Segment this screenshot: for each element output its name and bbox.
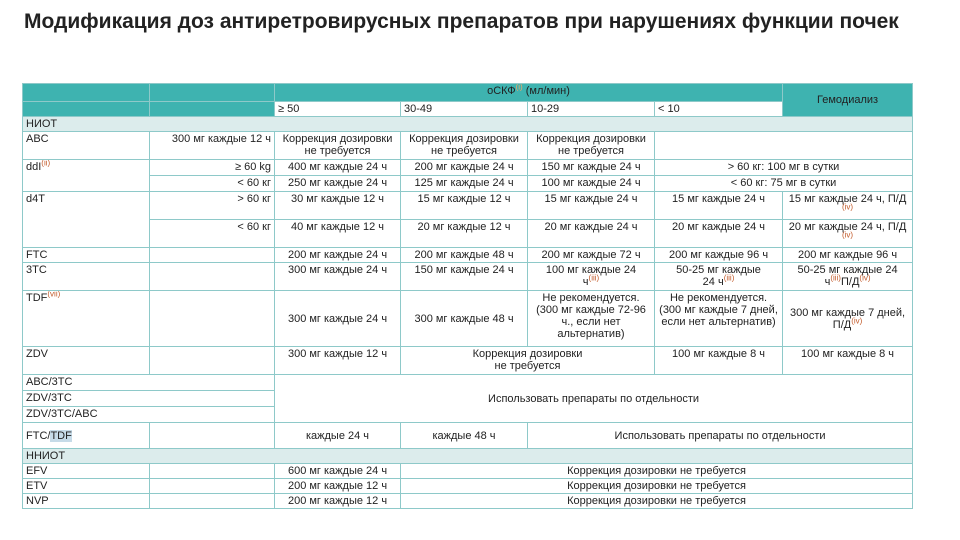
nvp-ge50: 200 мг каждые 12 ч <box>275 494 401 509</box>
d4t-a-hd-ref: (iv) <box>841 202 854 212</box>
tdf-hd-text: 300 мг каждые 7 дней, П/Д <box>790 306 906 331</box>
3tc-hd-ref1: (iii) <box>830 273 841 283</box>
egfr-ref: (i) <box>515 83 523 92</box>
ddi-b-condition: < 60 кг <box>150 176 275 192</box>
abc-10-29: Коррекция дозировки не требуется <box>528 132 655 160</box>
drug-zdv: ZDV <box>23 347 150 375</box>
efv-condition <box>150 464 275 479</box>
drug-ftc-tdf-a: FTC/ <box>26 429 51 442</box>
tdf-ge50: 300 мг каждые 24 ч <box>275 291 401 347</box>
nvp-condition <box>150 494 275 509</box>
3tc-lt10-text: 50-25 мг каждые <box>676 264 761 276</box>
section-row-nnrti <box>23 449 913 464</box>
tdf-30-49: 300 мг каждые 48 ч <box>401 291 528 347</box>
zdv-30-29-text: Коррекция дозировки не требуется <box>472 348 583 372</box>
d4t-b-10-29: 20 мг каждые 24 ч <box>528 220 655 248</box>
d4t-b-hd-ref: (iv) <box>841 230 854 240</box>
tdf-condition <box>150 291 275 347</box>
efv-ge50: 600 мг каждые 24 ч <box>275 464 401 479</box>
ddi-a-condition: ≥ 60 kg <box>150 160 275 176</box>
table-row-abc-3tc <box>23 375 913 391</box>
drug-etv: ETV <box>23 479 150 494</box>
table-row-tdf <box>23 291 913 347</box>
abc-empty <box>655 132 913 160</box>
drug-ddi-label: ddI <box>26 161 42 173</box>
ddi-a-10-29: 150 мг каждые 24 ч <box>528 160 655 176</box>
ddi-ref: (ii) <box>41 159 51 168</box>
nvp-rest: Коррекция дозировки не требуется <box>401 494 913 509</box>
ftc-10-29: 200 мг каждые 72 ч <box>528 248 655 263</box>
drug-abc: ABC <box>23 132 150 160</box>
tdf-ref: (vii) <box>47 290 61 299</box>
ftc-ge50: 200 мг каждые 24 ч <box>275 248 401 263</box>
egfr-header <box>275 84 783 102</box>
range-lt10: < 10 <box>655 102 783 117</box>
drug-d4t: d4T <box>23 192 150 248</box>
abc-ge50: Коррекция дозировки не требуется <box>275 132 401 160</box>
ftc-tdf-condition <box>150 423 275 449</box>
3tc-lt10-text-b: 24 ч <box>702 276 724 288</box>
section-nnrti: ННИОТ <box>23 449 913 464</box>
tdf-lt10-b: (300 мг каждые 7 дней, если нет альтернатив) <box>659 304 778 328</box>
d4t-b-condition: < 60 кг <box>150 220 275 248</box>
3tc-hd-text: 50-25 мг каждые 24 <box>797 264 898 276</box>
zdv-condition <box>150 347 275 375</box>
table-row-zdv <box>23 347 913 375</box>
range-row <box>23 102 913 117</box>
table-row-d4t-a <box>23 192 913 220</box>
table-row-ftc-tdf <box>23 423 913 449</box>
ddi-b-lt10-hd: < 60 кг: 75 мг в сутки <box>655 176 913 192</box>
3tc-lt10 <box>655 263 783 291</box>
d4t-a-10-29: 15 мг каждые 24 ч <box>528 192 655 220</box>
ddi-a-lt10-hd: > 60 кг: 100 мг в сутки <box>655 160 913 176</box>
d4t-a-lt10: 15 мг каждые 24 ч <box>655 192 783 220</box>
drug-tdf <box>23 291 150 347</box>
d4t-b-ge50: 40 мг каждые 12 ч <box>275 220 401 248</box>
3tc-10-29-text-b: ч <box>582 276 589 288</box>
ddi-a-30-49: 200 мг каждые 24 ч <box>401 160 528 176</box>
tdf-10-29 <box>528 291 655 347</box>
hemodialysis-header: Гемодиализ <box>783 84 913 117</box>
tdf-lt10 <box>655 291 783 347</box>
drug-zdv-3tc-abc: ZDV/3TC/ABC <box>23 407 275 423</box>
range-10-29: 10-29 <box>528 102 655 117</box>
zdv-30-29 <box>401 347 655 375</box>
3tc-10-29-text: 100 мг каждые 24 <box>545 264 637 276</box>
section-row-nrti <box>23 117 913 132</box>
d4t-a-hd-text: 15 мг каждые 24 ч, П/Д <box>788 193 907 205</box>
table-row-nvp <box>23 494 913 509</box>
table-row-etv <box>23 479 913 494</box>
drug-efv: EFV <box>23 464 150 479</box>
drug-nvp: NVP <box>23 494 150 509</box>
header-blank-cell <box>23 84 150 102</box>
d4t-b-hd <box>783 220 913 248</box>
ftc-condition <box>150 248 275 263</box>
tdf-hd-ref: (iv) <box>851 315 863 325</box>
3tc-10-29-ref: (iii) <box>588 273 600 283</box>
ddi-b-10-29: 100 мг каждые 24 ч <box>528 176 655 192</box>
3tc-hd-ref2: (iv) <box>859 273 871 283</box>
egfr-units: (мл/мин) <box>525 85 570 97</box>
d4t-a-condition: > 60 кг <box>150 192 275 220</box>
d4t-b-hd-text: 20 мг каждые 24 ч, П/Д <box>788 221 907 233</box>
tdf-10-29-b: (300 мг каждые 72-96 ч., если нет альтернатив) <box>536 304 646 340</box>
table-row-ddi-a <box>23 160 913 176</box>
table-row-ddi-b <box>23 176 913 192</box>
d4t-b-30-49: 20 мг каждые 12 ч <box>401 220 528 248</box>
d4t-a-hd <box>783 192 913 220</box>
etv-ge50: 200 мг каждые 12 ч <box>275 479 401 494</box>
table-row-ftc <box>23 248 913 263</box>
etv-condition <box>150 479 275 494</box>
drug-ddi <box>23 160 150 192</box>
drug-3tc: 3TC <box>23 263 150 291</box>
etv-rest: Коррекция дозировки не требуется <box>401 479 913 494</box>
d4t-a-ge50: 30 мг каждые 12 ч <box>275 192 401 220</box>
table-row-3tc <box>23 263 913 291</box>
3tc-hd <box>783 263 913 291</box>
page-title: Модификация доз антиретровирусных препаратов при нарушениях функции почек <box>24 10 899 33</box>
header-blank-cell <box>23 102 150 117</box>
3tc-lt10-ref: (iii) <box>723 273 735 283</box>
tdf-lt10-a: Не рекомендуется. <box>669 292 768 304</box>
efv-rest: Коррекция дозировки не требуется <box>401 464 913 479</box>
drug-ftc: FTC <box>23 248 150 263</box>
drug-abc-3tc: ABC/3TC <box>23 375 275 391</box>
drug-ftc-tdf <box>23 423 150 449</box>
3tc-condition <box>150 263 275 291</box>
ftc-30-49: 200 мг каждые 48 ч <box>401 248 528 263</box>
ftc-lt10: 200 мг каждые 96 ч <box>655 248 783 263</box>
ddi-a-ge50: 400 мг каждые 24 ч <box>275 160 401 176</box>
abc-condition: 300 мг каждые 12 ч <box>150 132 275 160</box>
ftc-tdf-ge50: каждые 24 ч <box>275 423 401 449</box>
header-blank-cell <box>150 84 275 102</box>
d4t-b-lt10: 20 мг каждые 24 ч <box>655 220 783 248</box>
3tc-30-49: 150 мг каждые 24 ч <box>401 263 528 291</box>
3tc-hd-text-c: П/Д <box>840 276 860 288</box>
tdf-10-29-a: Не рекомендуется. <box>542 292 640 304</box>
section-nrti: НИОТ <box>23 117 913 132</box>
ftc-hd: 200 мг каждые 96 ч <box>783 248 913 263</box>
ftc-tdf-30-49: каждые 48 ч <box>401 423 528 449</box>
zdv-ge50: 300 мг каждые 12 ч <box>275 347 401 375</box>
ftc-tdf-rest: Использовать препараты по отдельности <box>528 423 913 449</box>
ddi-b-ge50: 250 мг каждые 24 ч <box>275 176 401 192</box>
range-ge50: ≥ 50 <box>275 102 401 117</box>
d4t-a-30-49: 15 мг каждые 12 ч <box>401 192 528 220</box>
zdv-lt10: 100 мг каждые 8 ч <box>655 347 783 375</box>
3tc-10-29 <box>528 263 655 291</box>
abc-30-49: Коррекция дозировки не требуется <box>401 132 528 160</box>
drug-tdf-label: TDF <box>26 292 48 304</box>
table-row-efv <box>23 464 913 479</box>
drug-ftc-tdf-b: TDF <box>50 429 72 442</box>
table-row-abc <box>23 132 913 160</box>
range-30-49: 30-49 <box>401 102 528 117</box>
dose-adjustment-table <box>22 83 913 509</box>
3tc-ge50: 300 мг каждые 24 ч <box>275 263 401 291</box>
tdf-hd <box>783 291 913 347</box>
egfr-label: оСКФ <box>487 85 516 97</box>
combos-note: Использовать препараты по отдельности <box>275 375 913 423</box>
3tc-hd-text-b: ч <box>824 276 831 288</box>
table-row-d4t-b <box>23 220 913 248</box>
drug-zdv-3tc: ZDV/3TC <box>23 391 275 407</box>
header-row <box>23 84 913 102</box>
header-blank-cell <box>150 102 275 117</box>
ddi-b-30-49: 125 мг каждые 24 ч <box>401 176 528 192</box>
zdv-hd: 100 мг каждые 8 ч <box>783 347 913 375</box>
